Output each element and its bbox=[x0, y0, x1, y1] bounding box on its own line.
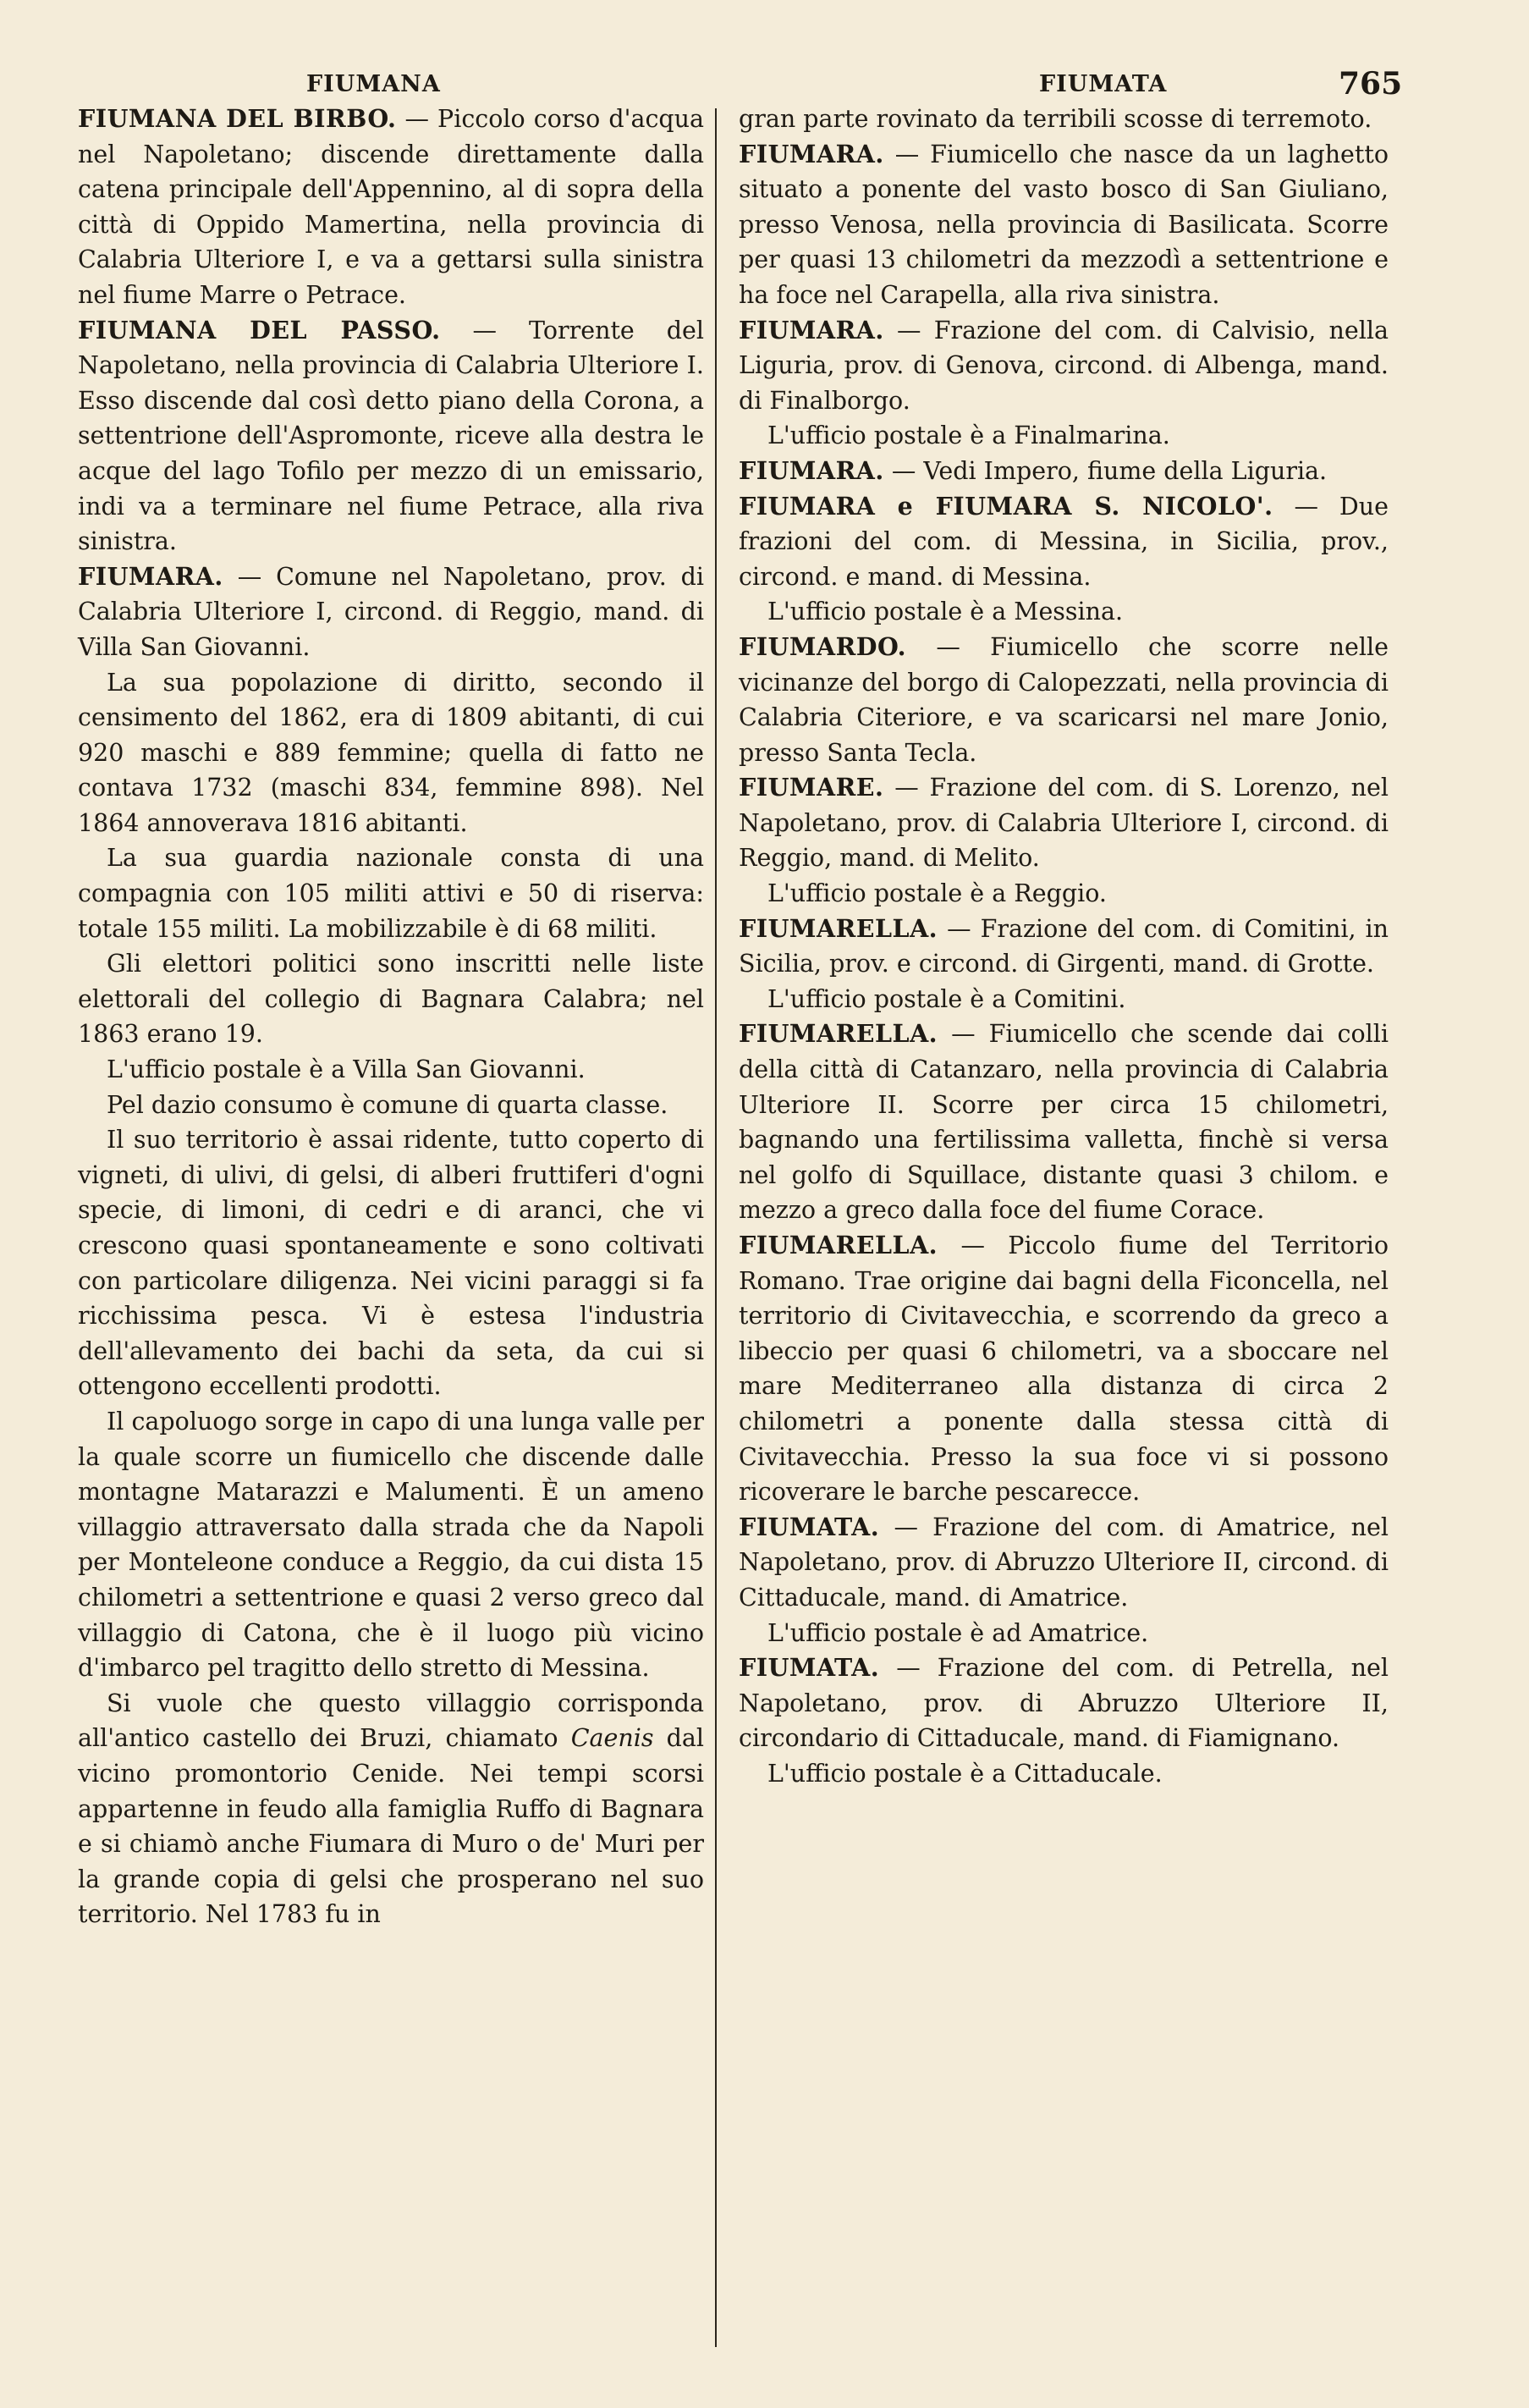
entry-headword: FIUMATA. bbox=[739, 1512, 880, 1541]
entry-headword: FIUMARELLA. bbox=[739, 1019, 938, 1049]
entry-headword: FIUMATA. bbox=[739, 1653, 880, 1683]
entry-paragraph bbox=[739, 1756, 1389, 1792]
paragraph-text: Si vuole che questo villaggio corrisponda all'antico castello dei Bruzi, chiamato bbox=[78, 1689, 704, 1753]
paragraph-text: L'ufficio postale è a Finalmarina. bbox=[767, 422, 1170, 450]
paragraph-text: Il suo territorio è assai ridente, tutto coperto di vigneti, di ulivi, di gelsi, di alberi fruttiferi d'ogni specie, di limoni, di cedri e di aranci, che vi crescono quasi spontaneamente e sono coltivati con particolare diligenza. Nei vicini paraggi si fa ricchissima pesca. Vi è estesa l'industria dell'allevamento dei bachi da seta, da cui si ottengono eccellenti prodotti. bbox=[78, 1126, 704, 1401]
entry-headword: FIUMARDO. bbox=[739, 631, 907, 661]
paragraph-text: L'ufficio postale è a Reggio. bbox=[767, 879, 1107, 908]
entry-paragraph bbox=[78, 1052, 704, 1088]
paragraph-text: L'ufficio postale è a Villa San Giovanni. bbox=[107, 1055, 586, 1084]
column-divider bbox=[715, 108, 717, 2347]
dictionary-entry bbox=[78, 313, 704, 559]
entry-paragraph bbox=[78, 946, 704, 1052]
paragraph-text: Gli elettori politici sono inscritti nelle liste elettorali del collegio di Bagnara Calabra; nel 1863 erano 19. bbox=[78, 950, 704, 1049]
paragraph-text: L'ufficio postale è a Cittaducale. bbox=[767, 1759, 1163, 1788]
dictionary-entry bbox=[739, 1650, 1389, 1756]
paragraph-text: Pel dazio consumo è comune di quarta classe. bbox=[107, 1090, 668, 1119]
continued-paragraph bbox=[739, 102, 1389, 137]
entry-headword: FIUMANA DEL BIRBO. bbox=[78, 104, 397, 133]
entry-paragraph bbox=[78, 1122, 704, 1404]
entry-text: — Fiumicello che nasce da un laghetto situato a ponente del vasto bosco di San Giuliano, presso Venosa, nella provincia di Basilicata. Scorre per quasi 13 chilometri da mezzodì a settentrione e ha foce nel Carapella, alla riva sinistra. bbox=[739, 140, 1389, 309]
dictionary-entry bbox=[739, 454, 1389, 489]
paragraph-text: Il capoluogo sorge in capo di una lunga valle per la quale scorre un fiumicello che discende dalle montagne Matarazzi e Malumenti. È un ameno villaggio attraversato dalla strada che da Napoli per Monteleone conduce a Reggio, da cui dista 15 chilometri a settentrione e quasi 2 verso greco dal villaggio di Catona, che è il luogo più vicino d'imbarco pel tragitto dello stretto di Messina. bbox=[78, 1407, 704, 1683]
dictionary-entry bbox=[739, 630, 1389, 770]
dictionary-entry bbox=[739, 1510, 1389, 1616]
dictionary-entry bbox=[739, 1228, 1389, 1510]
entry-text: — Frazione del com. di Petrella, nel Napoletano, prov. di Abruzzo Ulteriore II, circondario di Cittaducale, mand. di Fiamignano. bbox=[739, 1654, 1389, 1753]
paragraph-text: La sua popolazione di diritto, secondo il censimento del 1862, era di 1809 abitanti, di cui 920 maschi e 889 femmine; quella di fatto ne contava 1732 (maschi 834, femmine 898). Nel 1864 annoverava 1816 abitanti. bbox=[78, 668, 704, 837]
dictionary-entry bbox=[739, 489, 1389, 595]
entry-text: — Vedi Impero, fiume della Liguria. bbox=[883, 456, 1328, 485]
entry-headword: FIUMARELLA. bbox=[739, 913, 938, 943]
entry-text: — Torrente del Napoletano, nella provincia di Calabria Ulteriore I. Esso discende dal così detto piano della Corona, a settentrione dell'Aspromonte, riceve alla destra le acque del lago Tofilo per mezzo di un emissario, indi va a terminare nel fiume Petrace, alla riva sinistra. bbox=[78, 316, 704, 556]
entry-paragraph bbox=[739, 876, 1389, 912]
paragraph-text: L'ufficio postale è a Comitini. bbox=[767, 984, 1126, 1013]
entry-text: — Fiumicello che scende dai colli della città di Catanzaro, nella provincia di Calabria Ulteriore II. Scorre per circa 15 chilometri, bagnando una fertilissima valletta, finchè si versa nel golfo di Squillace, distante quasi 3 chilom. e mezzo a greco dalla foce del fiume Corace. bbox=[739, 1020, 1389, 1225]
entry-paragraph bbox=[739, 1616, 1389, 1651]
entry-paragraph bbox=[78, 1088, 704, 1123]
dictionary-entry bbox=[739, 137, 1389, 313]
entry-paragraph bbox=[78, 1404, 704, 1686]
running-head-left: FIUMANA bbox=[306, 71, 441, 97]
entry-headword: FIUMARA. bbox=[739, 315, 884, 344]
entry-text: — Frazione del com. di Calvisio, nella Liguria, prov. di Genova, circond. di Albenga, mand. di Finalborgo. bbox=[739, 316, 1389, 415]
entry-text: — Comune nel Napoletano, prov. di Calabria Ulteriore I, circond. di Reggio, mand. di Villa San Giovanni. bbox=[78, 562, 704, 661]
dictionary-entry bbox=[739, 1017, 1389, 1228]
entry-text: — Frazione del com. di S. Lorenzo, nel Napoletano, prov. di Calabria Ulteriore I, circond. di Reggio, mand. di Melito. bbox=[739, 774, 1389, 873]
entry-paragraph bbox=[739, 594, 1389, 630]
entry-text: — Frazione del com. di Comitini, in Sicilia, prov. e circond. di Girgenti, mand. di Grotte. bbox=[739, 914, 1389, 978]
paragraph-text: La sua guardia nazionale consta di una compagnia con 105 militi attivi e 50 di riserva: totale 155 militi. La mobilizzabile è di 68 militi. bbox=[78, 844, 704, 943]
entry-text: — Frazione del com. di Amatrice, nel Napoletano, prov. di Abruzzo Ulteriore II, circond. di Cittaducale, mand. di Amatrice. bbox=[739, 1513, 1389, 1612]
entry-text: — Piccolo fiume del Territorio Romano. Trae origine dai bagni della Ficoncella, nel territorio di Civitavecchia, e scorrendo da greco a libeccio per quasi 6 chilometri, va a sboccare nel mare Mediterraneo alla distanza di circa 2 chilometri a ponente dalla stessa città di Civitavecchia. Presso la sua foce vi si possono ricoverare le barche pescarecce. bbox=[739, 1232, 1389, 1507]
dictionary-entry bbox=[78, 559, 704, 665]
running-head-right: FIUMATA bbox=[1039, 71, 1168, 97]
entry-text: — Fiumicello che scorre nelle vicinanze del borgo di Calopezzati, nella provincia di Calabria Citeriore, e va scaricarsi nel mare Jonio, presso Santa Tecla. bbox=[739, 632, 1389, 767]
dictionary-entry bbox=[739, 912, 1389, 982]
paragraph-text: gran parte rovinato da terribili scosse di terremoto. bbox=[739, 105, 1372, 133]
entry-headword: FIUMARE. bbox=[739, 773, 884, 802]
entry-paragraph bbox=[78, 665, 704, 841]
dictionary-entry bbox=[739, 313, 1389, 419]
paragraph-text: L'ufficio postale è a Messina. bbox=[767, 598, 1124, 626]
left-column bbox=[78, 102, 704, 1932]
entry-headword: FIUMARELLA. bbox=[739, 1231, 938, 1259]
entry-text: — Due frazioni del com. di Messina, in Sicilia, prov., circond. e mand. di Messina. bbox=[739, 492, 1389, 591]
entry-paragraph bbox=[78, 1686, 704, 1932]
entry-headword: FIUMANA DEL PASSO. bbox=[78, 315, 441, 344]
paragraph-text: dal vicino promontorio Cenide. Nei tempi scorsi appartenne in feudo alla famiglia Ruffo di Bagnara e si chiamò anche Fiumara di Muro o de' Muri per la grande copia di gelsi che prosperano nel suo territorio. Nel 1783 fu in bbox=[78, 1724, 704, 1929]
italic-term: Caenis bbox=[570, 1724, 654, 1753]
entry-paragraph bbox=[78, 840, 704, 946]
entry-text: — Piccolo corso d'acqua nel Napoletano; discende direttamente dalla catena principale dell'Appennino, al di sopra della città di Oppido Mamertina, nella provincia di Calabria Ulteriore I, e va a gettarsi sulla sinistra nel fiume Marre o Petrace. bbox=[78, 105, 704, 309]
entry-headword: FIUMARA e FIUMARA S. NICOLO'. bbox=[739, 491, 1273, 521]
paragraph-text: L'ufficio postale è ad Amatrice. bbox=[767, 1618, 1149, 1647]
dictionary-entry bbox=[78, 102, 704, 313]
page-number: 765 bbox=[1339, 66, 1403, 102]
dictionary-entry bbox=[739, 770, 1389, 876]
entry-headword: FIUMARA. bbox=[739, 455, 884, 485]
right-column bbox=[739, 102, 1389, 1792]
entry-headword: FIUMARA. bbox=[78, 561, 223, 591]
entry-paragraph bbox=[739, 982, 1389, 1017]
entry-headword: FIUMARA. bbox=[739, 139, 884, 168]
entry-paragraph bbox=[739, 418, 1389, 454]
